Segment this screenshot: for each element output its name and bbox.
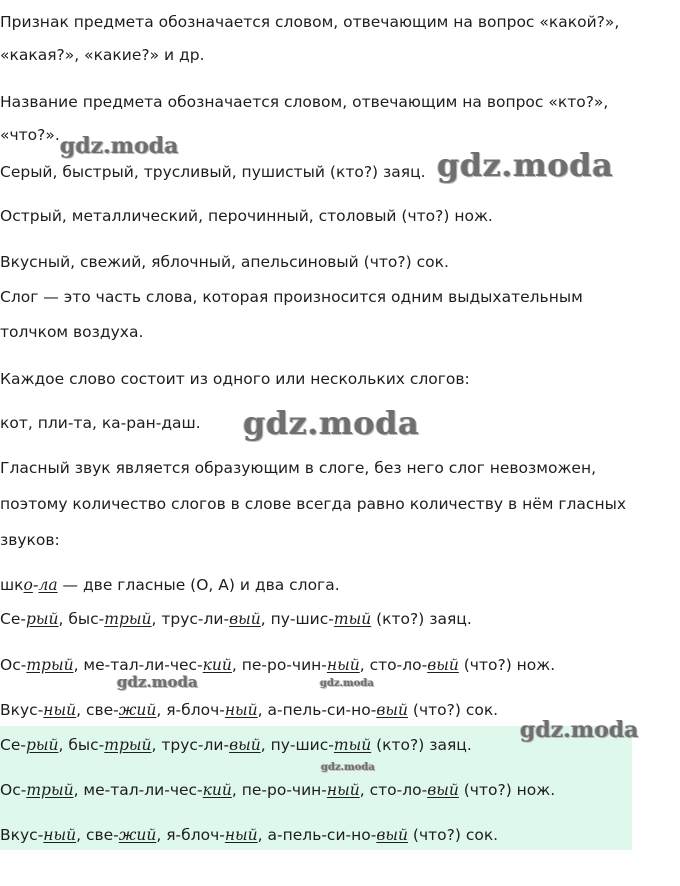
underlined-ending: тый — [333, 610, 372, 628]
text-segment: (кто?) заяц. — [371, 736, 472, 754]
text-segment: , пе-ро-чин- — [231, 781, 327, 799]
text-segment: , сто-ло- — [359, 656, 428, 674]
text-segment: , пе-ро-чин- — [231, 656, 327, 674]
underlined-ending: тый — [333, 736, 372, 754]
text-segment: , све- — [76, 826, 119, 844]
syllable-line — [0, 609, 472, 629]
text-segment: , трус-ли- — [151, 610, 230, 628]
text-segment: — две гласные (О, А) и два слога. — [57, 576, 340, 594]
text-segment: , я-блоч- — [156, 701, 225, 719]
text-line: поэтому количество слогов в слове всегда равно количеству в нём гласных — [0, 495, 626, 513]
text-segment: Ос- — [0, 656, 27, 674]
text-segment: , пу-шис- — [260, 736, 334, 754]
text-segment: , трус-ли- — [151, 736, 230, 754]
underlined-ending: рый — [25, 736, 59, 754]
watermark: gdz.moda — [520, 717, 639, 743]
underlined-ending: ный — [224, 701, 258, 719]
underlined-ending: вый — [427, 656, 459, 674]
text-line: Слог — это часть слова, которая произносится одним выдыхательным — [0, 288, 583, 306]
text-segment: , све- — [76, 701, 119, 719]
underlined-ending: жий — [118, 701, 157, 719]
text-segment: шк — [0, 576, 24, 594]
text-line: Название предмета обозначается словом, отвечающим на вопрос «кто?», — [0, 93, 609, 111]
text-line: «что?». — [0, 126, 60, 144]
text-segment: - — [32, 576, 39, 594]
text-segment: Вкус- — [0, 826, 44, 844]
underlined-ending: трый — [26, 656, 74, 674]
text-segment: , пу-шис- — [260, 610, 334, 628]
text-segment: (кто?) заяц. — [371, 610, 472, 628]
text-segment: (что?) сок. — [407, 701, 499, 719]
syllable-line — [0, 655, 555, 675]
underlined-ending: трый — [104, 610, 152, 628]
text-line: Каждое слово состоит из одного или нескольких слогов: — [0, 370, 470, 388]
text-segment: (что?) нож. — [458, 781, 556, 799]
underlined-ending: вый — [376, 826, 408, 844]
text-segment: Ос- — [0, 781, 27, 799]
text-line: Серый, быстрый, трусливый, пушистый (кто?) заяц. — [0, 163, 426, 181]
text-segment: , а-пель-си-но- — [257, 701, 377, 719]
text-segment: , ме-тал-ли-чес- — [73, 781, 203, 799]
underlined-ending: ный — [326, 781, 360, 799]
text-segment: , быс- — [58, 610, 105, 628]
underlined-ending: вый — [376, 701, 408, 719]
syllable-line — [0, 825, 498, 845]
text-line: Гласный звук является образующим в слоге, без него слог невозможен, — [0, 459, 597, 477]
underlined-ending: ный — [43, 701, 77, 719]
underlined-ending: ла — [38, 576, 58, 594]
syllable-line — [0, 735, 472, 755]
text-line: толчком воздуха. — [0, 323, 144, 341]
watermark: gdz.moda — [437, 146, 614, 184]
text-segment: (что?) нож. — [458, 656, 556, 674]
underlined-ending: рый — [25, 610, 59, 628]
text-segment: (что?) сок. — [407, 826, 499, 844]
text-line: звуков: — [0, 531, 60, 549]
watermark: gdz.moda — [60, 133, 179, 159]
underlined-ending: вый — [229, 736, 261, 754]
underlined-ending: вый — [229, 610, 261, 628]
text-segment: Се- — [0, 736, 26, 754]
underlined-ending: о — [23, 576, 33, 594]
text-segment: Се- — [0, 610, 26, 628]
underlined-ending: ный — [326, 656, 360, 674]
text-segment: , быс- — [58, 736, 105, 754]
text-segment: , ме-тал-ли-чес- — [73, 656, 203, 674]
text-segment: Вкус- — [0, 701, 44, 719]
text-segment: , я-блоч- — [156, 826, 225, 844]
text-line: Острый, металлический, перочинный, столовый (что?) нож. — [0, 207, 493, 225]
watermark: gdz.moda — [321, 762, 375, 773]
underlined-ending: кий — [202, 656, 232, 674]
watermark: gdz.moda — [117, 673, 198, 691]
syllable-line — [0, 575, 340, 595]
text-line: Вкусный, свежий, яблочный, апельсиновый (что?) сок. — [0, 253, 449, 271]
underlined-ending: трый — [104, 736, 152, 754]
text-segment: , а-пель-си-но- — [257, 826, 377, 844]
underlined-ending: жий — [118, 826, 157, 844]
underlined-ending: ный — [224, 826, 258, 844]
underlined-ending: трый — [26, 781, 74, 799]
text-line: «какая?», «какие?» и др. — [0, 46, 205, 64]
text-line: Признак предмета обозначается словом, отвечающим на вопрос «какой?», — [0, 13, 620, 31]
underlined-ending: вый — [427, 781, 459, 799]
watermark: gdz.moda — [243, 404, 420, 442]
syllable-line — [0, 700, 498, 720]
watermark: gdz.moda — [320, 678, 374, 689]
text-line: кот, пли-та, ка-ран-даш. — [0, 414, 201, 432]
text-segment: , сто-ло- — [359, 781, 428, 799]
underlined-ending: кий — [202, 781, 232, 799]
underlined-ending: ный — [43, 826, 77, 844]
syllable-line — [0, 780, 555, 800]
